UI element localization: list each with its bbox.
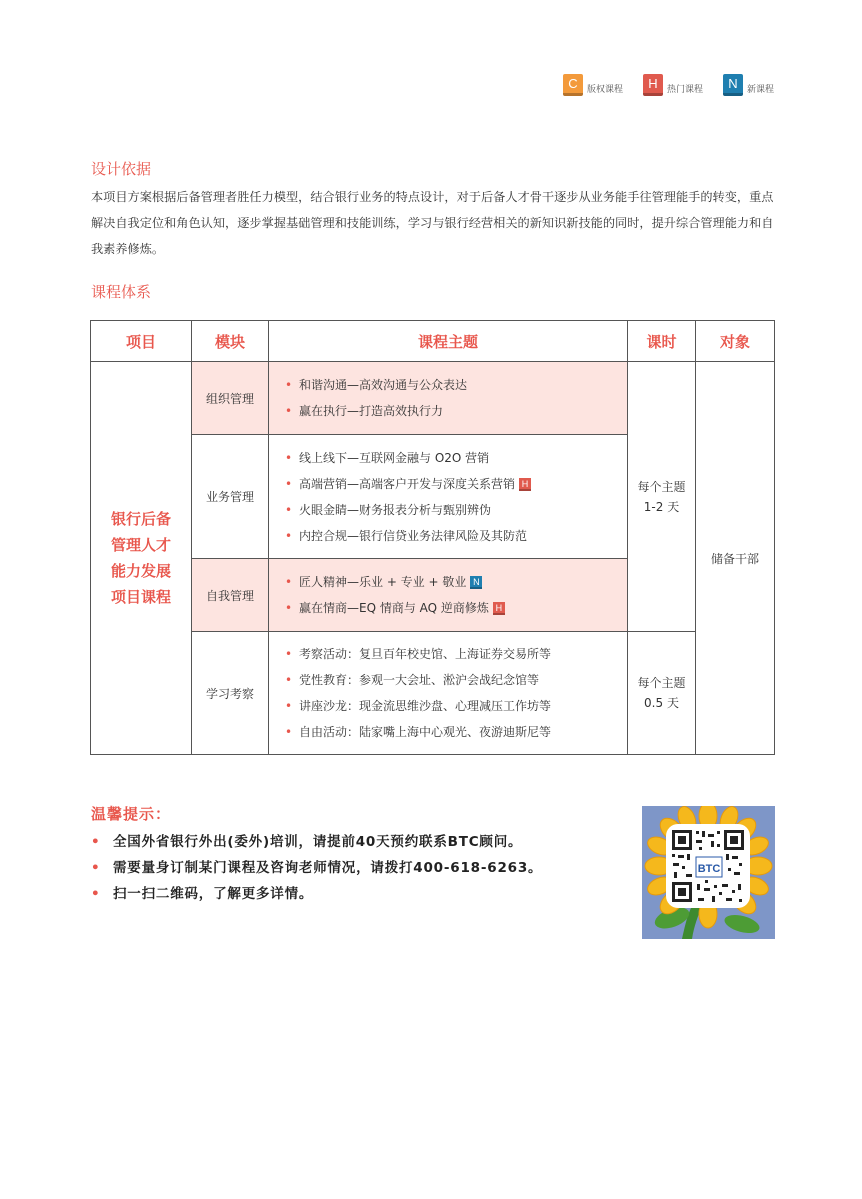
topic-cell [269,632,628,755]
header-project: 项目 [91,321,192,362]
legend-label: 版权课程 [586,85,623,95]
target-cell: 储备干部 [696,362,775,755]
sunflower-qr-icon [642,806,775,939]
project-line: 银行后备 [110,510,171,528]
tips-title: 温馨提示： [91,805,172,823]
hours-line: 每个主题 [637,479,686,494]
project-name [91,362,192,755]
list-item [299,569,627,595]
topic-text: 匠人精神—乐业 + 专业 + 敬业 [299,575,467,589]
topic-cell [269,559,628,632]
list-item [299,595,627,621]
header-topic: 课程主题 [269,321,628,362]
list-item: • 需要量身订制某门课程及咨询老师情况，请拨打400-618-6263。 [91,855,542,881]
new-course-icon: N [723,74,743,96]
project-line: 能力发展 [110,562,171,580]
hours-cell [628,362,696,632]
legend-new [723,74,774,96]
list-item: • 和谐沟通—高效沟通与公众表达 [299,372,627,398]
hours-line: 0.5 天 [644,696,679,710]
module-name: 学习考察 [192,632,269,755]
course-table [90,320,775,755]
list-item: • 扫一扫二维码，了解更多详情。 [91,881,542,907]
legend-label: 热门课程 [666,85,703,95]
copyright-course-icon: C [563,74,583,96]
header-hours: 课时 [628,321,696,362]
hot-badge-icon: H [519,478,531,491]
topic-text: 赢在情商—EQ 情商与 AQ 逆商修炼 [299,601,489,615]
hours-cell [628,632,696,755]
table-row [91,632,775,755]
project-line: 项目课程 [110,588,171,606]
course-legend [563,74,774,96]
topic-text: 高端营销—高端客户开发与深度关系营销 [299,476,516,491]
hours-line: 1-2 天 [643,499,680,514]
list-item: • 线上线下—互联网金融与 O2O 营销 [299,445,627,471]
qr-logo-text: BTC [697,863,721,875]
list-item: • 自由活动：陆家嘴上海中心观光、夜游迪斯尼等 [299,719,627,745]
module-name: 自我管理 [192,559,269,632]
header-target: 对象 [696,321,775,362]
course-system-title: 课程体系 [91,283,152,301]
design-basis-title: 设计依据 [91,160,152,178]
tips-section [91,803,542,907]
design-basis-text: 本项目方案根据后备管理者胜任力模型，结合银行业务的特点设计，对于后备人才骨干逐步从业务能手往管理能手的转变，重点解决自我定位和角色认知，逐步掌握基础管理和技能训练，学习与银行经营相关的新知识新技能的同时，提升综合管理能力和自我素养修炼。 [91,190,774,256]
hot-badge-icon: H [493,602,505,615]
hours-line: 每个主题 [637,676,686,690]
module-name: 业务管理 [192,435,269,559]
list-item [299,471,627,497]
list-item: • 火眼金睛—财务报表分析与甄别辨伪 [299,497,627,523]
list-item: • 党性教育：参观一大会址、淞沪会战纪念馆等 [299,667,627,693]
qr-code [642,806,775,939]
legend-hot [643,74,703,96]
list-item: • 考察活动：复旦百年校史馆、上海证券交易所等 [299,641,627,667]
list-item: • 全国外省银行外出(委外)培训，请提前40天预约联系BTC顾问。 [91,829,542,855]
list-item: • 内控合规—银行信贷业务法律风险及其防范 [299,523,627,549]
header-module: 模块 [192,321,269,362]
list-item: • 讲座沙龙：现金流思维沙盘、心理减压工作坊等 [299,693,627,719]
new-badge-icon: N [470,576,482,589]
topic-cell [269,362,628,435]
module-name: 组织管理 [192,362,269,435]
project-line: 管理人才 [110,536,171,554]
table-header-row [91,321,775,362]
topic-cell [269,435,628,559]
legend-copyright [563,74,623,96]
table-row [91,362,775,435]
legend-label: 新课程 [746,85,774,95]
list-item: • 赢在执行—打造高效执行力 [299,398,627,424]
hot-course-icon: H [643,74,663,96]
